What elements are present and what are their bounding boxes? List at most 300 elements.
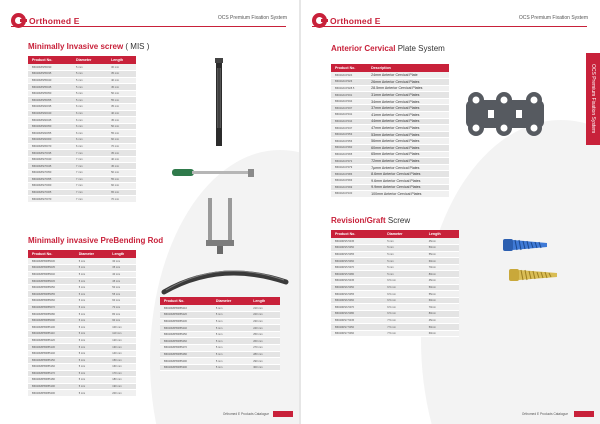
table-cell: B6020RS6.5070 <box>331 304 383 311</box>
table-cell: B6020ACP044 <box>331 118 367 125</box>
table-cell: 5 mm <box>75 291 109 298</box>
table-cell: 100mm Anterior Cervical Plates <box>367 191 449 198</box>
table-cell: 72mm Anterior Cervical Plates <box>367 158 449 165</box>
table-cell: B6020MIPBR55090 <box>28 317 75 324</box>
table-row <box>28 331 136 338</box>
table-row <box>331 251 459 258</box>
table-cell: 80 mm <box>108 311 136 318</box>
table-row <box>28 390 136 397</box>
table-cell: 5 mm <box>75 311 109 318</box>
table-cell: 7.5 mm <box>383 330 425 337</box>
table-cell: 5 mm <box>75 304 109 311</box>
mis-title-suffix: ( MIS ) <box>125 42 150 51</box>
table-cell: 280 mm <box>249 351 280 358</box>
table-cell: 5 mm <box>212 305 249 312</box>
table-cell: B6020MIPBR55055 <box>28 291 75 298</box>
table-cell: B6020MIS70055 <box>28 176 72 183</box>
table-cell: 55 mm <box>107 97 136 104</box>
brand-name: Orthomed E <box>29 15 80 26</box>
table-cell: B6020RS6.5050 <box>331 284 383 291</box>
table-row <box>331 258 459 265</box>
table-cell: 56mm Anterior Cervical Plates <box>367 138 449 145</box>
table-cell: B6020RS7.5060 <box>331 330 383 337</box>
table-cell: 9.6mm Anterior Cervical Plates <box>367 178 449 185</box>
table-row <box>28 304 136 311</box>
table-cell: 45 mm <box>108 278 136 285</box>
table-cell: 270 mm <box>249 345 280 352</box>
table-header-cell: Description <box>367 64 449 72</box>
table-cell: 5 mm <box>212 345 249 352</box>
table-row <box>28 291 136 298</box>
table-cell: 5 mm <box>75 344 109 351</box>
table-cell: 5 mm <box>212 364 249 371</box>
table-row <box>331 131 449 138</box>
table-cell: B6020RS5.5060 <box>331 258 383 265</box>
table-cell: 50 mm <box>107 90 136 97</box>
table-cell: 5 mm <box>72 84 107 91</box>
table-cell: 31mm Anterior Cervical Plates <box>367 92 449 99</box>
table-cell: 5 mm <box>383 258 425 265</box>
table-cell: B6020MIS70050 <box>28 170 72 177</box>
footer-accent-block <box>574 411 594 417</box>
rod-spec-table-continued <box>160 297 280 371</box>
table-cell: B6020RS6.5045 <box>331 278 383 285</box>
footer-text: Orthomed E Products Catalogue <box>521 412 568 416</box>
table-row <box>331 125 449 132</box>
table-cell: 50mm <box>425 284 459 291</box>
table-row <box>28 137 136 144</box>
table-row <box>331 311 459 318</box>
table-row <box>28 130 136 137</box>
table-cell: 5 mm <box>383 245 425 252</box>
table-cell: B6020RS6.5080 <box>331 311 383 318</box>
table-cell: 100 mm <box>108 324 136 331</box>
table-row <box>331 98 449 105</box>
table-row <box>160 318 280 325</box>
header-divider <box>312 26 587 27</box>
table-cell: 70mm <box>425 264 459 271</box>
table-cell: 60mm Anterior Cervical Plates <box>367 145 449 152</box>
table-cell: 55 mm <box>107 130 136 137</box>
table-cell: 65mm Anterior Cervical Plates <box>367 151 449 158</box>
table-cell: B6020MIPBR55290 <box>160 358 212 365</box>
table-row <box>28 170 136 177</box>
table-cell: 35 mm <box>107 150 136 157</box>
table-row <box>331 264 459 271</box>
table-cell: 60mm <box>425 330 459 337</box>
table-cell: 5 mm <box>212 351 249 358</box>
table-cell: 60mm <box>425 297 459 304</box>
table-cell: 45mm <box>425 278 459 285</box>
table-row <box>331 112 449 119</box>
table-cell: 26mm Anterior Cervical Plates <box>367 79 449 86</box>
table-cell: B6020RS5.5045 <box>331 238 383 245</box>
table-row <box>331 278 459 285</box>
table-row <box>160 364 280 371</box>
table-row <box>331 330 459 337</box>
table-cell: 180 mm <box>108 377 136 384</box>
table-cell: 5 mm <box>383 264 425 271</box>
table-row <box>331 317 459 324</box>
table-header-cell: Diameter <box>212 297 249 305</box>
table-row <box>28 90 136 97</box>
mis-title-main: Minimally Invasive screw <box>28 42 124 51</box>
table-cell: B6020MIPBR55230 <box>160 318 212 325</box>
table-cell: 5 mm <box>75 331 109 338</box>
table-cell: 60 mm <box>108 298 136 305</box>
table-cell: B6020MIS60050 <box>28 123 72 130</box>
table-cell: 6 mm <box>72 104 107 111</box>
table-header-cell: Length <box>108 250 136 258</box>
prebending-rod-illustration <box>160 252 290 302</box>
table-cell: 55 mm <box>107 176 136 183</box>
table-row <box>331 178 449 185</box>
table-cell: 5 mm <box>75 383 109 390</box>
table-cell: 5 mm <box>75 298 109 305</box>
table-cell: B6020MIPBR55150 <box>28 357 75 364</box>
table-row <box>28 383 136 390</box>
table-cell: 6.5 mm <box>383 291 425 298</box>
table-cell: B6020MIPBR55070 <box>28 304 75 311</box>
table-cell: B6020MIPBR55270 <box>160 345 212 352</box>
table-cell: 6.5 mm <box>383 311 425 318</box>
table-row <box>331 191 449 198</box>
table-cell: B6020MIS55055 <box>28 97 72 104</box>
table-row <box>331 271 459 278</box>
right-page <box>301 0 600 424</box>
table-cell: B6020MIPBR55140 <box>28 350 75 357</box>
table-cell: 140 mm <box>108 350 136 357</box>
table-cell: B6020ACP060 <box>331 145 367 152</box>
table-row <box>331 72 449 79</box>
table-cell: 240 mm <box>249 325 280 332</box>
header-system-name: OCS Premium Fixation System <box>217 15 287 21</box>
table-cell: B6020ACP056 <box>331 138 367 145</box>
table-cell: B6020RS6.5060 <box>331 297 383 304</box>
table-cell: B6020MIPBR55035 <box>28 265 75 272</box>
table-row <box>160 345 280 352</box>
table-row <box>331 297 459 304</box>
table-cell: 5 mm <box>75 337 109 344</box>
table-cell: 5 mm <box>75 265 109 272</box>
table-cell: 110 mm <box>108 331 136 338</box>
table-row <box>160 351 280 358</box>
table-cell: 40 mm <box>107 156 136 163</box>
table-row <box>28 77 136 84</box>
table-cell: 30 mm <box>107 64 136 71</box>
table-row <box>28 110 136 117</box>
table-cell: 35 mm <box>107 104 136 111</box>
table-cell: 7µmm Anterior Cervical Plates <box>367 164 449 171</box>
table-cell: 5 mm <box>72 90 107 97</box>
table-cell: B6020MIPBR55190 <box>28 383 75 390</box>
left-page <box>0 0 299 424</box>
table-row <box>28 344 136 351</box>
table-cell: 60 mm <box>107 183 136 190</box>
table-cell: 150 mm <box>108 357 136 364</box>
table-cell: 5 mm <box>212 325 249 332</box>
table-row <box>331 304 459 311</box>
table-cell: B6020MIPBR55180 <box>28 377 75 384</box>
table-header-cell: Diameter <box>75 250 109 258</box>
table-header-cell: Product No. <box>160 297 212 305</box>
table-cell: 7 mm <box>72 183 107 190</box>
table-cell: B6020MIPBR55200 <box>28 390 75 397</box>
table-row <box>160 305 280 312</box>
table-cell: B6020MIS55040 <box>28 77 72 84</box>
table-row <box>28 64 136 71</box>
table-row <box>331 85 449 92</box>
table-cell: B6020ACP041 <box>331 112 367 119</box>
table-cell: B6020ACP024 <box>331 72 367 79</box>
table-cell: B6020ACP037 <box>331 105 367 112</box>
gold-revision-screw-illustration <box>507 262 561 288</box>
table-cell: 80mm <box>425 271 459 278</box>
rod-title <box>28 236 163 245</box>
acp-title-suffix: Plate System <box>397 44 445 53</box>
revision-title-suffix: Screw <box>387 216 411 225</box>
table-cell: 250 mm <box>249 331 280 338</box>
table-cell: 300 mm <box>249 364 280 371</box>
revision-spec-table <box>331 230 459 337</box>
table-cell: 5 mm <box>212 318 249 325</box>
table-row <box>331 245 459 252</box>
table-row <box>28 97 136 104</box>
table-header-cell: Product No. <box>28 56 72 64</box>
mis-spec-table <box>28 56 136 203</box>
table-cell: B6020ACP065 <box>331 151 367 158</box>
table-cell: 40 mm <box>107 110 136 117</box>
table-cell: 37mm Anterior Cervical Plates <box>367 105 449 112</box>
table-cell: 45mm <box>425 317 459 324</box>
table-cell: B6020MIPBR55160 <box>28 364 75 371</box>
table-cell: B6020ACP072 <box>331 158 367 165</box>
table-row <box>160 338 280 345</box>
footer-accent-block <box>273 411 293 417</box>
table-cell: B6020MIPBR55220 <box>160 312 212 319</box>
table-cell: B6020MIS55030 <box>28 64 72 71</box>
table-cell: B6020RS5.5070 <box>331 264 383 271</box>
table-cell: 5 mm <box>75 271 109 278</box>
table-cell: B6020MIPBR55170 <box>28 370 75 377</box>
table-cell: 60 mm <box>107 137 136 144</box>
table-row <box>331 238 459 245</box>
table-row <box>28 357 136 364</box>
table-cell: 50mm <box>425 324 459 331</box>
table-cell: 50 mm <box>107 123 136 130</box>
table-row <box>28 183 136 190</box>
table-cell: B6020MIPBR55110 <box>28 331 75 338</box>
table-cell: 45mm <box>425 238 459 245</box>
table-cell: B6020MIPBR55060 <box>28 298 75 305</box>
table-cell: 5 mm <box>212 338 249 345</box>
table-cell: 5 mm <box>72 97 107 104</box>
table-cell: B6020MIS55050 <box>28 90 72 97</box>
table-cell: 5 mm <box>75 364 109 371</box>
table-cell: B6020MIPBR55250 <box>160 331 212 338</box>
table-cell: 34mm Anterior Cervical Plates <box>367 98 449 105</box>
table-row <box>160 325 280 332</box>
table-row <box>28 71 136 78</box>
table-cell: B6020MIPBR55210 <box>160 305 212 312</box>
table-cell: 70 mm <box>108 304 136 311</box>
table-cell: 50 mm <box>107 170 136 177</box>
table-cell: 5 mm <box>75 350 109 357</box>
table-cell: B6020MIPBR55240 <box>160 325 212 332</box>
table-cell: B6020MIS70035 <box>28 150 72 157</box>
table-row <box>331 79 449 86</box>
table-cell: 5 mm <box>212 358 249 365</box>
table-row <box>160 331 280 338</box>
table-row <box>28 278 136 285</box>
table-cell: 45 mm <box>107 117 136 124</box>
table-row <box>331 171 449 178</box>
table-cell: 210 mm <box>249 305 280 312</box>
table-cell: 28.5mm Anterior Cervical Plates <box>367 85 449 92</box>
table-row <box>331 118 449 125</box>
table-cell: 24mm Anterior Cervical Plate <box>367 72 449 79</box>
table-header-cell: Product No. <box>331 230 383 238</box>
table-cell: 5 mm <box>75 377 109 384</box>
table-cell: B6020ACP026 <box>331 79 367 86</box>
table-cell: 7.5 mm <box>383 317 425 324</box>
table-cell: 70 mm <box>107 143 136 150</box>
header-divider <box>11 26 286 27</box>
table-cell: 6 mm <box>72 110 107 117</box>
table-cell: B6020ACP031 <box>331 92 367 99</box>
table-header-cell: Diameter <box>72 56 107 64</box>
table-cell: 70mm <box>425 304 459 311</box>
table-cell: 7 mm <box>72 189 107 196</box>
table-cell: 40 mm <box>108 271 136 278</box>
table-row <box>28 271 136 278</box>
table-cell: 260 mm <box>249 338 280 345</box>
table-cell: 190 mm <box>108 383 136 390</box>
table-cell: 5 mm <box>212 331 249 338</box>
table-cell: B6020RS5.5080 <box>331 271 383 278</box>
table-cell: 7 mm <box>72 176 107 183</box>
table-row <box>28 350 136 357</box>
table-cell: 44mm Anterior Cervical Plates <box>367 118 449 125</box>
table-header-cell: Length <box>249 297 280 305</box>
table-cell: B6020RS6.5055 <box>331 291 383 298</box>
table-row <box>28 311 136 318</box>
table-header-cell: Diameter <box>383 230 425 238</box>
table-cell: 50 mm <box>108 284 136 291</box>
table-cell: B6020ACP047 <box>331 125 367 132</box>
table-cell: B6020MIS60060 <box>28 137 72 144</box>
table-row <box>28 317 136 324</box>
table-cell: 5 mm <box>75 390 109 397</box>
table-cell: 6 mm <box>72 117 107 124</box>
table-cell: B6020MIPBR55130 <box>28 344 75 351</box>
acp-title <box>331 44 445 53</box>
table-cell: B6020RS5.5055 <box>331 251 383 258</box>
table-row <box>28 189 136 196</box>
table-row <box>331 184 449 191</box>
table-row <box>160 312 280 319</box>
table-cell: 45 mm <box>107 84 136 91</box>
table-cell: B6020MIPBR55280 <box>160 351 212 358</box>
table-cell: B6020ACP093 <box>331 178 367 185</box>
table-cell: 5 mm <box>75 284 109 291</box>
blue-revision-screw-illustration <box>501 232 551 258</box>
table-cell: 5 mm <box>383 271 425 278</box>
table-cell: 5 mm <box>72 64 107 71</box>
table-cell: 60mm <box>425 258 459 265</box>
table-cell: 5 mm <box>75 370 109 377</box>
table-cell: B6020MIS70040 <box>28 156 72 163</box>
rod-spec-table <box>28 250 136 397</box>
table-row <box>331 151 449 158</box>
table-cell: 230 mm <box>249 318 280 325</box>
table-cell: 30 mm <box>108 258 136 265</box>
table-cell: 6 mm <box>72 123 107 130</box>
table-cell: B6020RS7.5050 <box>331 324 383 331</box>
table-cell: 7 mm <box>72 196 107 203</box>
table-row <box>331 284 459 291</box>
table-cell: B6020MIS60045 <box>28 117 72 124</box>
table-cell: 35 mm <box>108 265 136 272</box>
table-cell: B6020ACP053 <box>331 131 367 138</box>
table-cell: B6020ACP086 <box>331 171 367 178</box>
acp-spec-table <box>331 64 449 198</box>
table-cell: B6020MIS55045 <box>28 84 72 91</box>
table-cell: 5 mm <box>383 238 425 245</box>
table-cell: 50mm <box>425 245 459 252</box>
table-cell: 200 mm <box>108 390 136 397</box>
table-cell: 5 mm <box>72 71 107 78</box>
revision-title-main: Revision/Graft <box>331 216 386 225</box>
table-row <box>28 163 136 170</box>
table-row <box>331 164 449 171</box>
table-cell: 6 mm <box>72 130 107 137</box>
table-cell: 130 mm <box>108 344 136 351</box>
table-cell: 7 mm <box>72 163 107 170</box>
table-row <box>28 84 136 91</box>
table-header-cell: Length <box>425 230 459 238</box>
table-cell: 7.5 mm <box>383 324 425 331</box>
table-cell: 5 mm <box>212 312 249 319</box>
table-cell: 5 mm <box>75 317 109 324</box>
table-cell: 8.6mm Anterior Cervical Plates <box>367 171 449 178</box>
revision-title <box>331 216 410 225</box>
table-cell: 5 mm <box>75 258 109 265</box>
table-cell: 55mm <box>425 251 459 258</box>
table-cell: B6020MIS70070 <box>28 196 72 203</box>
table-row <box>160 358 280 365</box>
table-cell: B6020MIS65070 <box>28 143 72 150</box>
table-row <box>331 158 449 165</box>
table-cell: 6 mm <box>72 137 107 144</box>
table-cell: 70 mm <box>107 196 136 203</box>
footer-text: Orthomed E Products Catalogue <box>222 412 269 416</box>
table-cell: B6020RS5.5050 <box>331 245 383 252</box>
table-cell: 6.5 mm <box>383 278 425 285</box>
brand-name: Orthomed E <box>330 15 381 26</box>
table-cell: 45 mm <box>107 163 136 170</box>
table-cell: 47mm Anterior Cervical Plates <box>367 125 449 132</box>
table-cell: 220 mm <box>249 312 280 319</box>
table-row <box>28 298 136 305</box>
table-row <box>28 150 136 157</box>
table-row <box>28 258 136 265</box>
table-cell: 55mm <box>425 291 459 298</box>
table-cell: B6020MIPBR55045 <box>28 278 75 285</box>
table-cell: 160 mm <box>108 364 136 371</box>
table-row <box>28 284 136 291</box>
table-cell: 5 mm <box>75 324 109 331</box>
